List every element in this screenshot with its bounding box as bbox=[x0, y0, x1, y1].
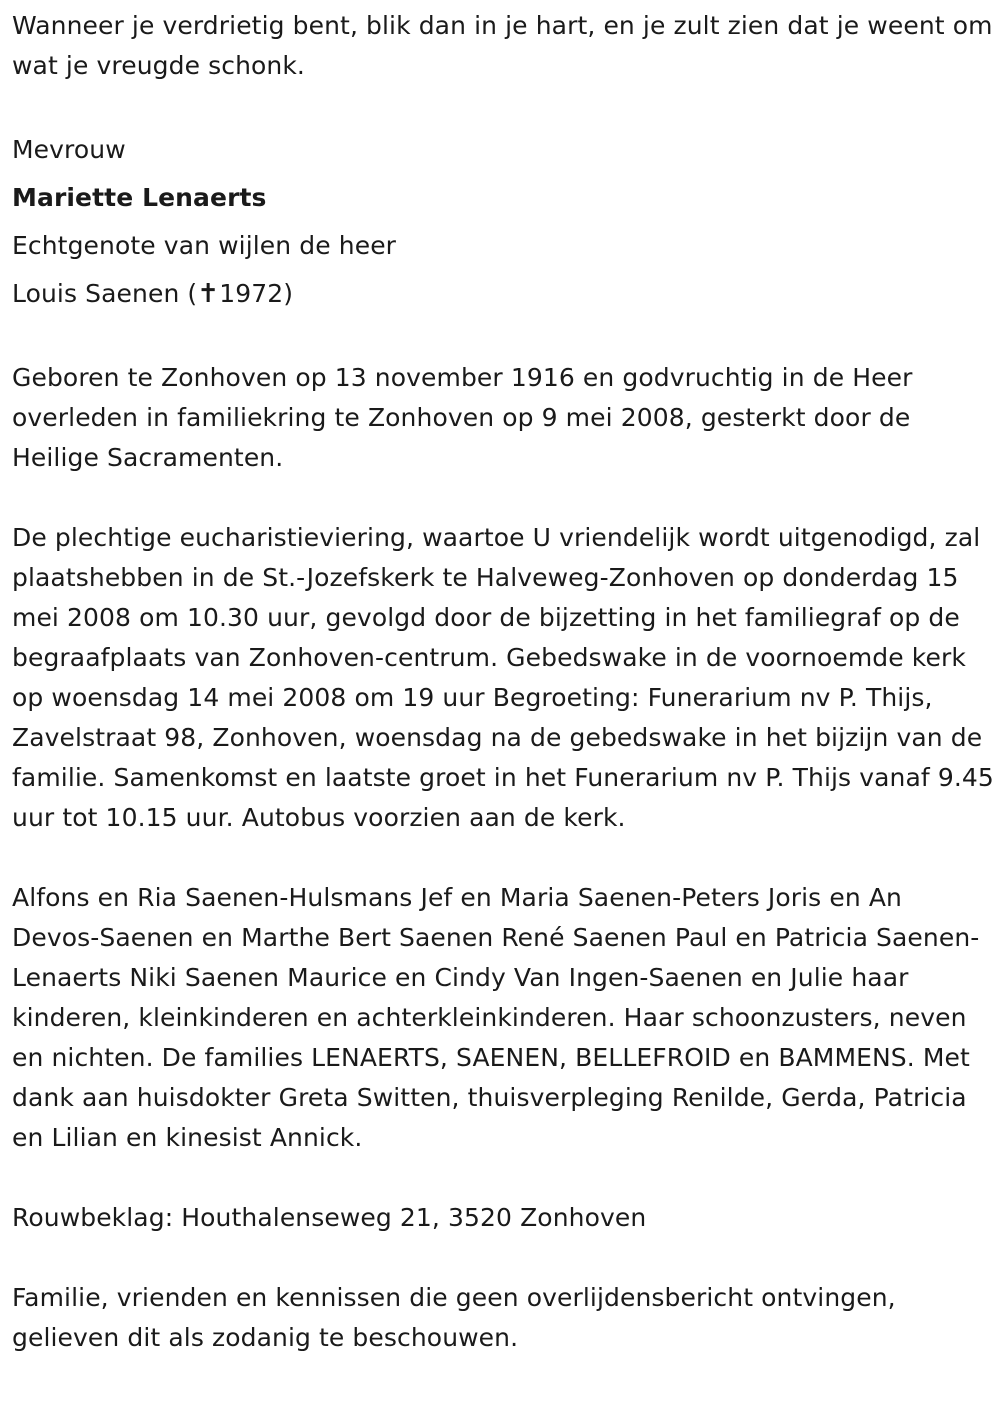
deceased-name: Mariette Lenaerts bbox=[12, 183, 267, 212]
cross-icon: ✝ bbox=[197, 279, 220, 309]
spouse-name-line bbox=[12, 270, 994, 318]
spouse-name: Louis Saenen ( bbox=[12, 279, 198, 308]
ceremony-paragraph: De plechtige eucharistieviering, waartoe U vriendelijk wordt uitgenodigd, zal plaatshebben in de St.-Jozefskerk te Halveweg-Zonhoven op donderdag 15 mei 2008 om 10.30 uur, gevolgd door de bijzetting in het familiegraf op de begraafplaats van Zonhoven-centrum. Gebedswake in de voornoemde kerk op woensdag 14 mei 2008 om 19 uur Begroeting: Funerarium nv P. Thijs, Zavelstraat 98, Zonhoven, woensdag na de gebedswake in het bijzijn van de familie. Samenkomst en laatste groet in het Funerarium nv P. Thijs vanaf 9.45 uur tot 10.15 uur. Autobus voorzien aan de kerk. bbox=[12, 523, 994, 832]
spacer bbox=[12, 86, 994, 126]
family-paragraph: Alfons en Ria Saenen-Hulsmans Jef en Maria Saenen-Peters Joris en An Devos-Saenen en Marthe Bert Saenen René Saenen Paul en Patricia Saenen-Lenaerts Niki Saenen Maurice en Cindy Van Ingen-Saenen en Julie haar kinderen, kleinkinderen en achterkleinkinderen. Haar schoonzusters, neven en nichten. De families LENAERTS, SAENEN, BELLEFROID en BAMMENS. Met dank aan huisdokter Greta Switten, thuisverpleging Renilde, Gerda, Patricia en Lilian en kinesist Annick. bbox=[12, 883, 980, 1152]
title-line: Mevrouw bbox=[12, 135, 126, 164]
birth-death-paragraph: Geboren te Zonhoven op 13 november 1916 en godvruchtig in de Heer overleden in familiekring te Zonhoven op 9 mei 2008, gesterkt door de Heilige Sacramenten. bbox=[12, 363, 913, 472]
spacer bbox=[12, 318, 994, 358]
spacer bbox=[12, 838, 994, 878]
closing-paragraph: Familie, vrienden en kennissen die geen overlijdensbericht ontvingen, gelieven dit als zodanig te beschouwen. bbox=[12, 1283, 896, 1352]
opening-quote: Wanneer je verdrietig bent, blik dan in je hart, en je zult zien dat je weent om wat je vreugde schonk. bbox=[12, 11, 993, 80]
spacer bbox=[12, 1158, 994, 1198]
obituary-document bbox=[12, 6, 994, 1358]
spacer bbox=[12, 1238, 994, 1278]
spouse-line: Echtgenote van wijlen de heer bbox=[12, 231, 397, 260]
condolence-address: Rouwbeklag: Houthalenseweg 21, 3520 Zonhoven bbox=[12, 1203, 647, 1232]
spacer bbox=[12, 478, 994, 518]
spouse-death-year: 1972) bbox=[219, 279, 294, 308]
